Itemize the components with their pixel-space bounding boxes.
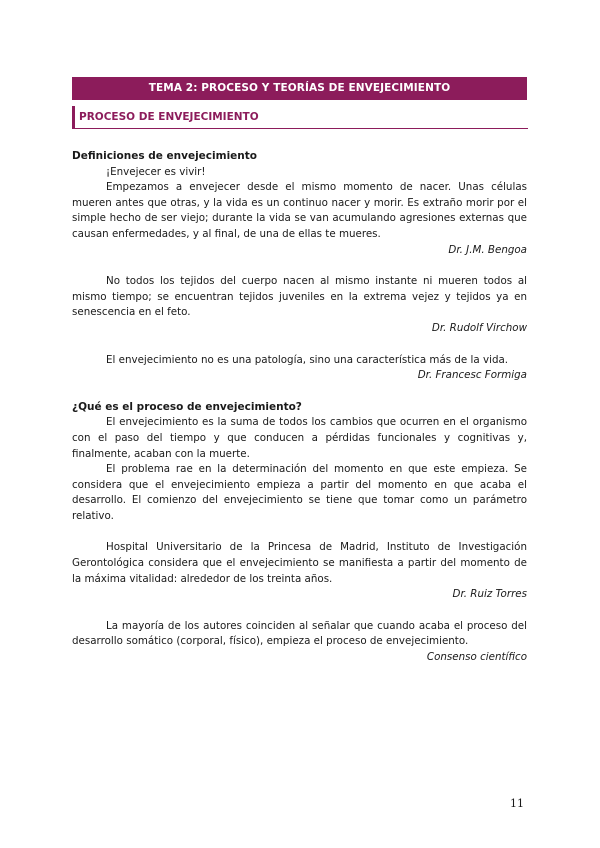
chapter-banner: TEMA 2: PROCESO Y TEORÍAS DE ENVEJECIMIENTO [72,77,527,100]
quote-exclamation: ¡Envejecer es vivir! [106,165,206,178]
page-content [72,149,527,666]
process-para-1: El envejecimiento es la suma de todos los cambios que ocurren en el organismo con el paso del tiempo y que conducen a pérdidas funcionales y cognitivas y, finalmente, acaban con la muerte. [72,416,527,460]
definitions-heading: Definiciones de envejecimiento [72,150,258,162]
quote-formiga: El envejecimiento no es una patología, sino una característica más de la vida. [106,353,509,366]
quote-virchow: No todos los tejidos del cuerpo nacen al mismo instante ni mueren todos al mismo tiempo; se encuentran tejidos juveniles en la extrema vejez y tejidos ya en senescencia en el feto. [72,275,527,319]
author-ruiz-torres: Dr. Ruiz Torres [452,588,527,601]
section-heading [72,106,528,129]
process-heading: ¿Qué es el proceso de envejecimiento? [72,400,302,413]
process-para-4: La mayoría de los autores coinciden al señalar que cuando acaba el proceso del desarrollo somático (corporal, físico), empieza el proceso de envejecimiento. [72,619,527,648]
author-formiga: Dr. Francesc Formiga [417,369,527,382]
section-title: PROCESO DE ENVEJECIMIENTO [79,111,259,123]
author-consenso: Consenso científico [426,651,527,664]
process-para-2: El problema rae en la determinación del momento en que este empieza. Se considera que el envejecimiento empieza a partir del momento en que acaba el desarrollo. El comienzo del envejecimiento se tiene que tomar como un parámetro relativo. [72,463,527,522]
quote-bengoa: Empezamos a envejecer desde el mismo momento de nacer. Unas células mueren antes que otras, y la vida es un continuo nacer y morir. Es extraño morir por el simple hecho de ser viejo; durante la vida se van acumulando agresiones externas que causan enfermedades, y al final, de una de ellas te mueres. [72,181,527,240]
process-para-3: Hospital Universitario de la Princesa de Madrid, Instituto de Investigación Gerontológica considera que el envejecimiento se manifiesta a partir del momento de la máxima vitalidad: alrededor de los treinta años. [72,541,527,585]
page-number: 11 [510,797,524,810]
author-bengoa: Dr. J.M. Bengoa [448,243,527,256]
author-virchow: Dr. Rudolf Virchow [431,321,527,334]
